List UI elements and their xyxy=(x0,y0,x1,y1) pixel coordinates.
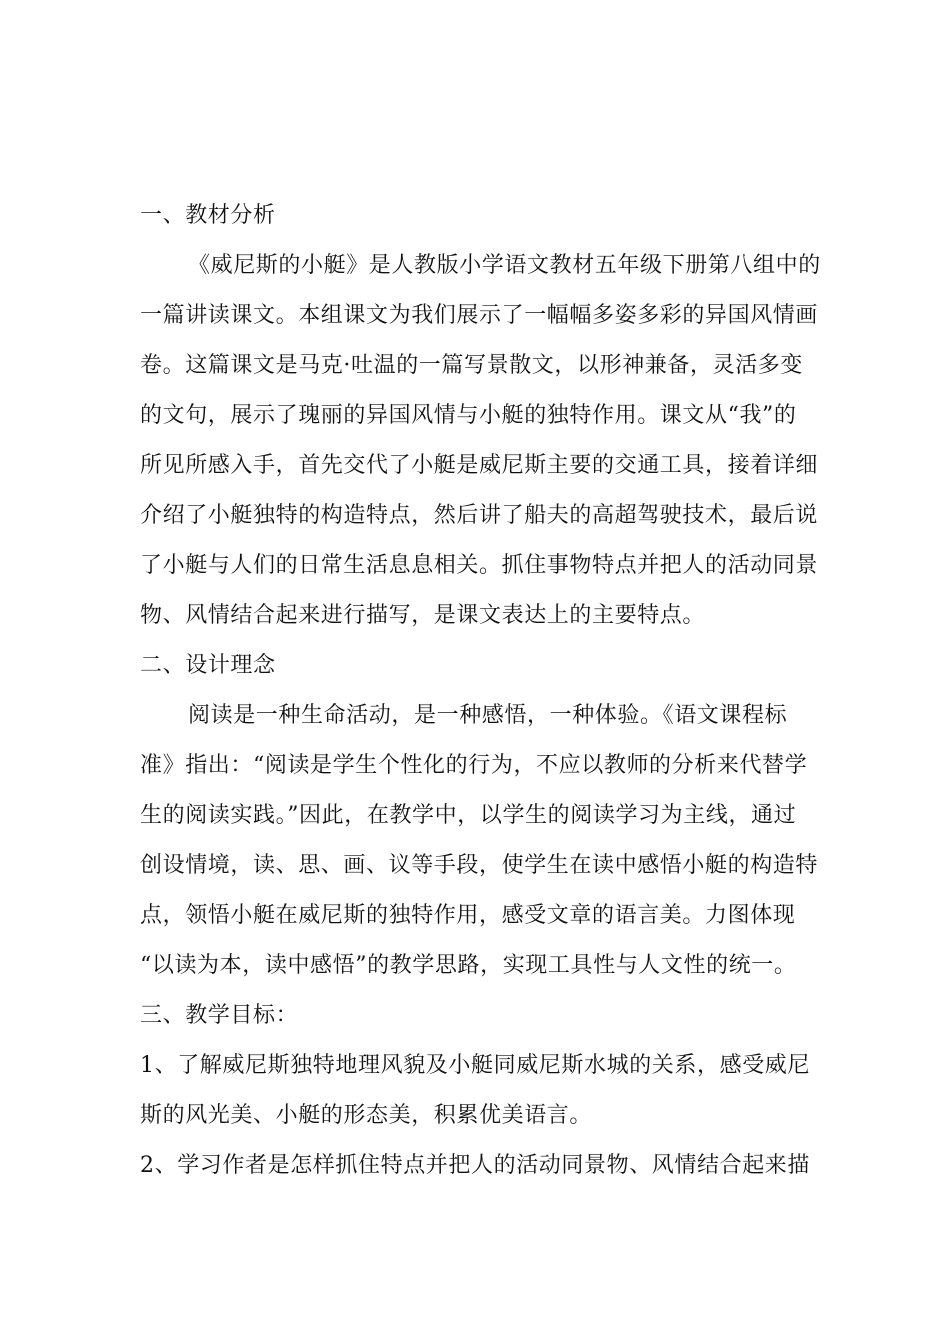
paragraph-line: “以读为本，读中感悟”的教学思路，实现工具性与人文性的统一。 xyxy=(140,953,797,978)
paragraph-line: 准》指出：“阅读是学生个性化的行为，不应以教师的分析来代替学 xyxy=(140,753,808,778)
paragraph-line: 物、风情结合起来进行描写，是课文表达上的主要特点。 xyxy=(140,603,706,628)
paragraph-line: 了小艇与人们的日常生活息息相关。抓住事物特点并把人的活动同景 xyxy=(140,553,819,578)
paragraph-line: 的文句，展示了瑰丽的异国风情与小艇的独特作用。课文从“我”的 xyxy=(140,403,797,428)
goal-line: 1、了解威尼斯独特地理风貌及小艇同威尼斯水城的关系，感受威尼 xyxy=(140,1053,810,1078)
paragraph-line: 一篇讲读课文。本组课文为我们展示了一幅幅多姿多彩的异国风情画 xyxy=(140,303,819,328)
paragraph-line: 所见所感入手，首先交代了小艇是威尼斯主要的交通工具，接着详细 xyxy=(140,453,819,478)
goal-line: 2、学习作者是怎样抓住特点并把人的活动同景物、风情结合起来描 xyxy=(140,1153,810,1178)
section-heading-goals: 三、教学目标： xyxy=(140,1003,299,1028)
paragraph-line: 点，领悟小艇在威尼斯的独特作用，感受文章的语言美。力图体现 xyxy=(140,903,796,928)
goal-line: 斯的风光美、小艇的形态美，积累优美语言。 xyxy=(140,1103,593,1128)
paragraph-line: 卷。这篇课文是马克·吐温的一篇写景散文，以形神兼备，灵活多变 xyxy=(140,353,803,378)
paragraph-line: 阅读是一种生命活动，是一种感悟，一种体验。《语文课程标 xyxy=(188,703,788,728)
paragraph-line: 介绍了小艇独特的构造特点，然后讲了船夫的高超驾驶技术，最后说 xyxy=(140,503,819,528)
paragraph-line: 生的阅读实践。”因此，在教学中，以学生的阅读学习为主线，通过 xyxy=(140,803,797,828)
paragraph-line: 《威尼斯的小艇》是人教版小学语文教材五年级下册第八组中的 xyxy=(188,253,821,278)
section-heading-materials: 一、教材分析 xyxy=(140,203,276,228)
section-heading-design: 二、设计理念 xyxy=(140,653,276,678)
paragraph-line: 创设情境，读、思、画、议等手段，使学生在读中感悟小艇的构造特 xyxy=(140,853,819,878)
